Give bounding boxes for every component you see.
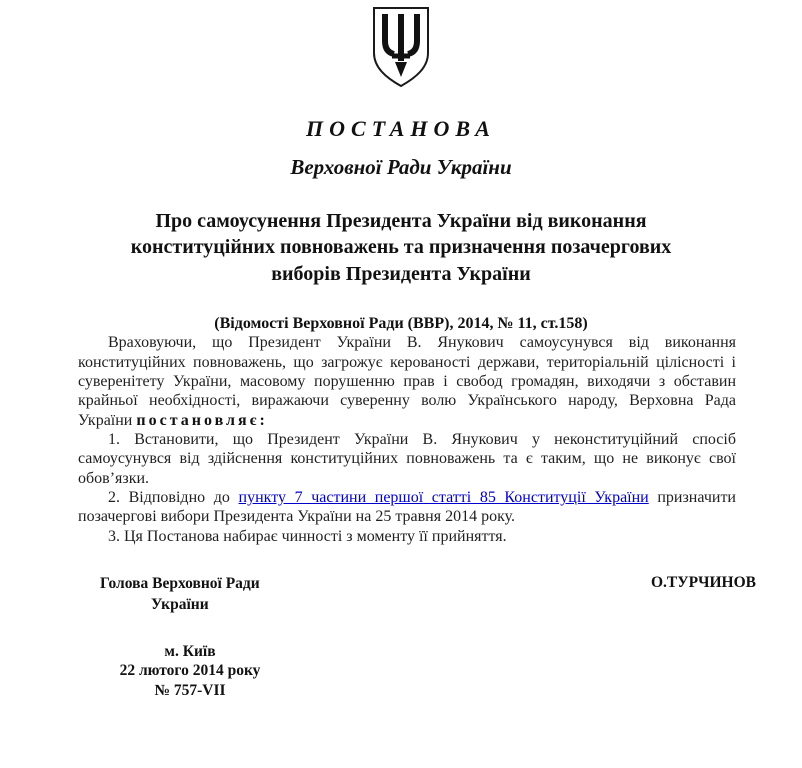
document-body	[0, 333, 802, 546]
footer-date: 22 лютого 2014 року	[119, 662, 261, 680]
constitution-article-link[interactable]: пункту 7 частини першої статті 85 Конституції України	[238, 489, 649, 507]
document-title-line: Про самоусунення Президента України від виконання	[155, 210, 647, 232]
document-footer	[108, 642, 272, 700]
item-1-text: 1. Встановити, що Президент України В. Янукович у неконституційний спосіб самоусунувся від здійснення конституційних повноважень та є таким, що не виконує свої обов’язки.	[78, 430, 736, 487]
resolution-item-1	[78, 430, 736, 488]
gazette-citation: (Відомості Верховної Ради (ВВР), 2014, № 11, ст.158)	[214, 315, 588, 333]
ukraine-coat-of-arms-icon	[368, 5, 434, 89]
signer-title-line: України	[151, 596, 209, 614]
footer-city: м. Київ	[164, 642, 216, 660]
document-title-line: виборів Президента України	[271, 262, 531, 285]
footer-number: № 757-VII	[154, 681, 226, 699]
item-3-text: 3. Ця Постанова набирає чинності з моменту її прийняття.	[108, 527, 507, 545]
item-2-before-link: 2. Відповідно до	[108, 489, 239, 507]
resolution-item-2	[78, 488, 736, 527]
preamble-paragraph	[78, 333, 736, 430]
signature-block	[100, 574, 756, 616]
signer-title-line: Голова Верховної Ради	[100, 575, 260, 593]
resolution-item-3	[78, 527, 736, 546]
item-2-after-link: призначити позачергові вибори Президента України на 25 травня 2014 року.	[78, 489, 736, 526]
signer-name: О.ТУРЧИНОВ	[651, 574, 756, 592]
document-title-line: конституційних повноважень та призначення позачергових	[130, 236, 672, 259]
document-title	[0, 208, 802, 287]
document-type-heading: ПОСТАНОВА	[306, 116, 496, 141]
issuing-authority-heading: Верховної Ради України	[290, 155, 512, 179]
preamble-text: Враховуючи, що Президент України В. Янукович самоусунувся від виконання конституційних повноважень, що загрожує керованості держави, територіальній цілісності і суверенітету України, масовому порушенню прав і свобод громадян, виходячи з обставин крайньої необхідності, виражаючи суверенну волю Українського народу, Верховна Рада України	[78, 334, 736, 429]
signer-title	[100, 574, 260, 616]
resolve-word: постановляє:	[136, 411, 268, 429]
